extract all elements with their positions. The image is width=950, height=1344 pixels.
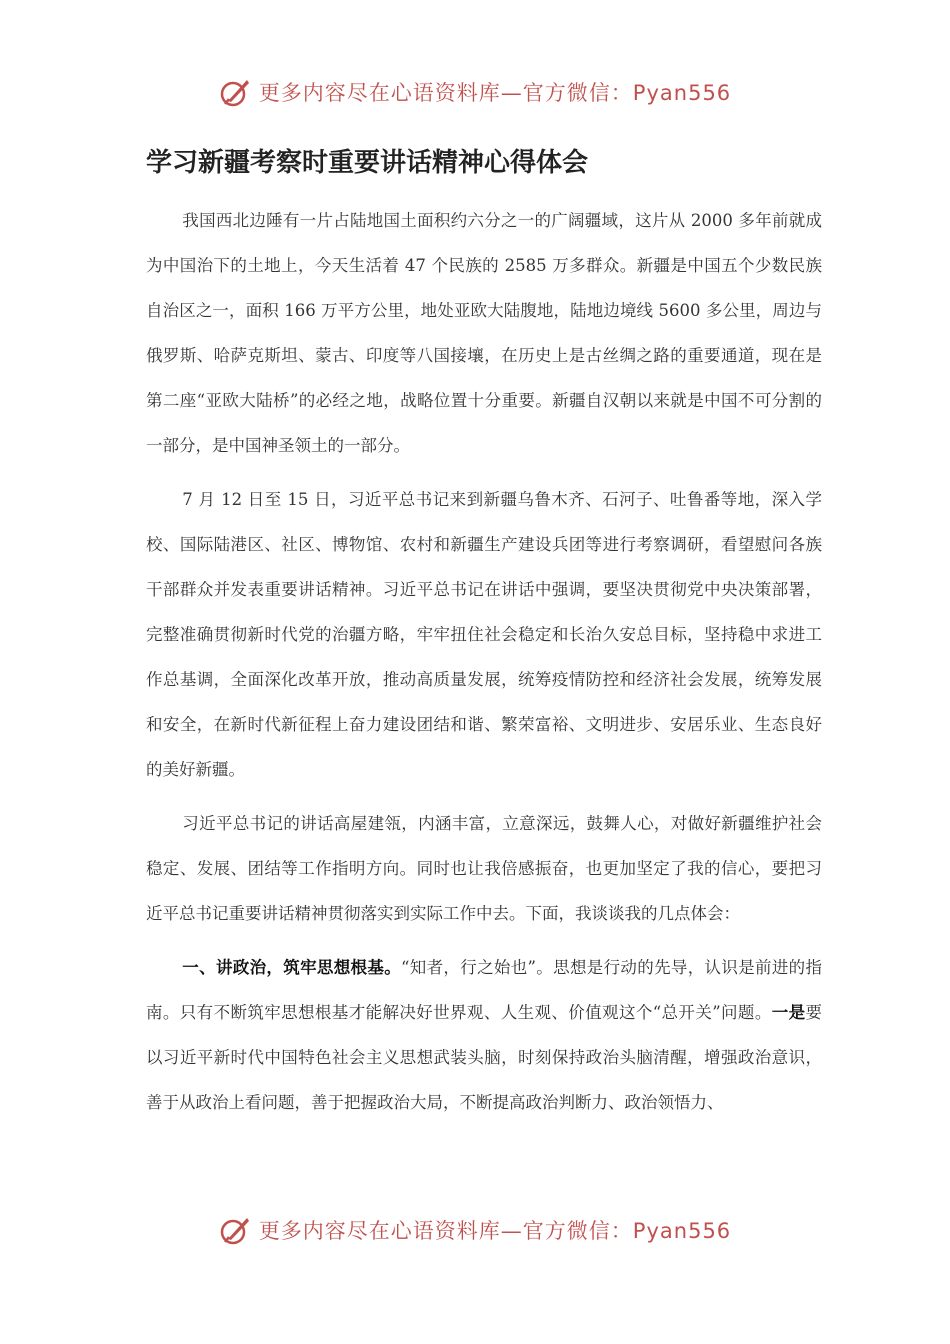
paragraph-intro: 我国西北边陲有一片占陆地国土面积约六分之一的广阔疆域，这片从 2000 多年前就成为中国治下的土地上，今天生活着 47 个民族的 2585 万多群众。新疆是中国五个少数民族自治区之一，面积 166 万平方公里，地处亚欧大陆腹地，陆地边境线 5600 多公里，周边与俄罗斯、哈萨克斯坦、蒙古、印度等八国接壤，在历史上是古丝绸之路的重要通道，现在是第二座“亚欧大陆桥”的必经之地，战略位置十分重要。新疆自汉朝以来就是中国不可分割的一部分，是中国神圣领土的一部分。 bbox=[146, 211, 822, 455]
footer-banner bbox=[0, 1210, 950, 1250]
header-banner bbox=[0, 72, 950, 112]
header-banner-text: 更多内容尽在心语资料库—官方微信：Pyan556 bbox=[258, 81, 732, 105]
document-body bbox=[146, 198, 822, 1134]
paragraph-visit: 7 月 12 日至 15 日，习近平总书记来到新疆乌鲁木齐、石河子、吐鲁番等地，深入学校、国际陆港区、社区、博物馆、农村和新疆生产建设兵团等进行考察调研，看望慰问各族干部群众并发表重要讲话精神。习近平总书记在讲话中强调，要坚决贯彻党中央决策部署，完整准确贯彻新时代党的治疆方略，牢牢扭住社会稳定和长治久安总目标，坚持稳中求进工作总基调，全面深化改革开放，推动高质量发展，统筹疫情防控和经济社会发展，统筹发展和安全，在新时代新征程上奋力建设团结和谐、繁荣富裕、文明进步、安居乐业、生态良好的美好新疆。 bbox=[146, 490, 822, 779]
section-one-text-b: 要以习近平新时代中国特色社会主义思想武装头脑，时刻保持政治头脑清醒，增强政治意识，善于从政治上看问题，善于把握政治大局，不断提高政治判断力、政治领悟力、 bbox=[146, 1003, 822, 1112]
section-one-marker: 一是 bbox=[771, 1003, 806, 1022]
quill-logo-icon bbox=[219, 1213, 253, 1247]
quill-logo-icon bbox=[219, 75, 253, 109]
paragraph-section-one bbox=[146, 945, 822, 1125]
section-one-heading: 一、讲政治，筑牢思想根基。 bbox=[182, 958, 402, 977]
section-one-text-a: “知者，行之始也”。思想是行动的先导，认识是前进的指南。只有不断筑牢思想根基才能解决好世界观、人生观、价值观这个“总开关”问题。 bbox=[146, 958, 822, 1022]
document-title: 学习新疆考察时重要讲话精神心得体会 bbox=[146, 148, 589, 178]
paragraph-reflection: 习近平总书记的讲话高屋建瓴，内涵丰富，立意深远，鼓舞人心，对做好新疆维护社会稳定、发展、团结等工作指明方向。同时也让我倍感振奋，也更加坚定了我的信心，要把习近平总书记重要讲话精神贯彻落实到实际工作中去。下面，我谈谈我的几点体会： bbox=[146, 814, 822, 923]
footer-banner-text: 更多内容尽在心语资料库—官方微信：Pyan556 bbox=[258, 1219, 732, 1243]
